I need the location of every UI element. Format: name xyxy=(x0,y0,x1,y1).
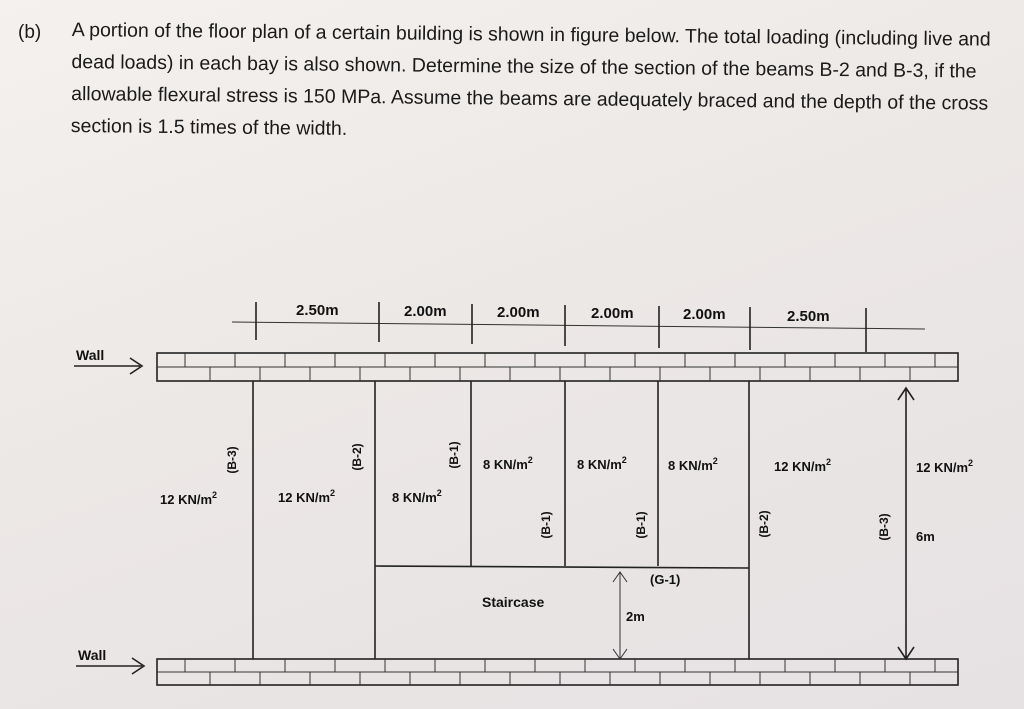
height-dimension xyxy=(898,388,914,659)
bay-load: 12 $KN/m^2$ xyxy=(916,458,974,475)
wall-label: Wall xyxy=(78,647,107,663)
bay-load: 8 $KN/m^2$ xyxy=(668,456,718,473)
span-label: 2.50m xyxy=(296,302,339,319)
beam-label: (B-3) xyxy=(225,446,239,474)
stair-dimension xyxy=(613,572,627,659)
span-label: 2.00m xyxy=(591,305,634,322)
dim-height-label: 6m xyxy=(916,529,935,544)
span-label: 2.00m xyxy=(683,306,726,323)
bay-load: 8 $KN/m^2$ xyxy=(392,488,442,505)
staircase-label: Staircase xyxy=(482,594,545,610)
wall-label: Wall xyxy=(76,347,105,363)
beam-label: (B-2) xyxy=(757,510,771,538)
span-label: 2.00m xyxy=(404,303,447,320)
problem-text: A portion of the floor plan of a certain building is shown in figure below. The total loading (including live and dead loads) in each bay is also shown. Determine the size of the section of the beams B-2 and B-3, if the allowable flexural stress is 150 MPa. Assume the beams are adequately braced and the depth of the cross section is 1.5 times of the width. xyxy=(70,18,991,140)
bay-load: 12 $KN/m^2$ xyxy=(160,490,218,507)
girder-line xyxy=(375,566,749,568)
beam-label: (B-1) xyxy=(539,511,553,539)
span-label: 2.50m xyxy=(787,308,830,325)
beam-label: (B-2) xyxy=(350,443,364,471)
girder-label: (G-1) xyxy=(650,572,681,587)
beam-label: (B-1) xyxy=(447,441,461,469)
beam-lines xyxy=(253,381,749,659)
beam-label: (B-1) xyxy=(634,511,648,539)
wall-bottom xyxy=(157,659,958,685)
wall-top xyxy=(157,353,958,381)
beam-label: (B-3) xyxy=(877,513,891,541)
dim-stair-label: 2m xyxy=(626,609,645,624)
bay-load: 12 $KN/m^2$ xyxy=(774,457,832,474)
problem-label: (b) xyxy=(18,22,42,43)
bay-load: 12 $KN/m^2$ xyxy=(278,488,336,505)
bay-load: 8 $KN/m^2$ xyxy=(483,455,533,472)
bay-load: 8 $KN/m^2$ xyxy=(577,455,627,472)
span-label: 2.00m xyxy=(497,304,540,321)
